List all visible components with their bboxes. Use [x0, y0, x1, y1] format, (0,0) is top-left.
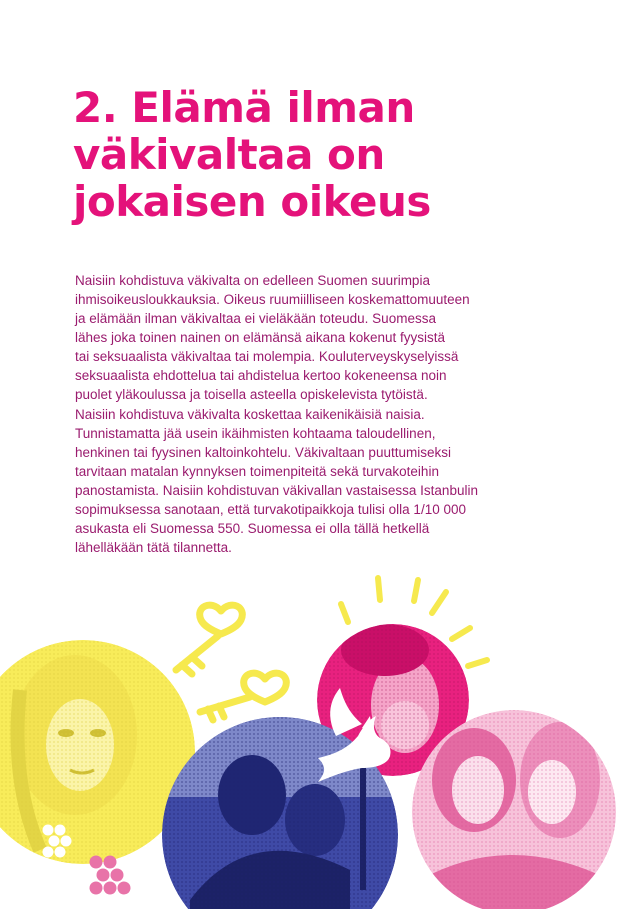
text-line: tarvitaan matalan kynnyksen toimenpiteitä sekä turvakoteihin — [75, 464, 439, 479]
text-line: henkinen tai fyysinen kaltoinkohtelu. Väkivaltaan puuttumiseksi — [75, 445, 451, 460]
text-line: ihmisoikeusloukkauksia. Oikeus ruumiilliseen koskemattomuuteen — [75, 292, 470, 307]
heart-key-icon — [176, 605, 286, 720]
text-line: seksuaalista ehdottelua tai ahdistelua kertoo kokeneensa noin — [75, 368, 447, 383]
title-line: väkivaltaa on — [73, 130, 385, 179]
text-line: sopimuksessa sanotaan, että turvakotipaikkoja tulisi olla 1/10 000 — [75, 502, 466, 517]
text-line: Naisiin kohdistuva väkivalta koskettaa kaikenikäisiä naisia. — [75, 407, 425, 422]
text-line: lähes joka toinen nainen on elämänsä aikana kokenut fyysistä — [75, 330, 445, 345]
text-line: tai seksuaalista väkivaltaa tai molempia. Kouluterveyskyselyissä — [75, 349, 459, 364]
text-line: Tunnistamatta jää usein ikäihmisten kohtaama taloudellinen, — [75, 426, 436, 441]
laughing-girls — [412, 710, 616, 909]
title-line: 2. Elämä ilman — [73, 83, 415, 132]
text-line: puolet yläkoulussa ja toisella asteella opiskelevista tytöistä. — [75, 387, 428, 402]
text-line: lähelläkään tätä tilannetta. — [75, 540, 232, 555]
text-line: panostamista. Naisiin kohdistuvan väkivallan vastaisessa Istanbulin — [75, 483, 478, 498]
text-line: ja elämään ilman väkivaltaa ei vieläkään toteudu. Suomessa — [75, 311, 436, 326]
title-line: jokaisen oikeus — [73, 177, 431, 226]
text-line: asukasta eli Suomessa 550. Suomessa ei olla tällä hetkellä — [75, 521, 430, 536]
text-line: Naisiin kohdistuva väkivalta on edelleen Suomen suurimpia — [75, 273, 430, 288]
dot-cluster-icon — [90, 856, 131, 895]
